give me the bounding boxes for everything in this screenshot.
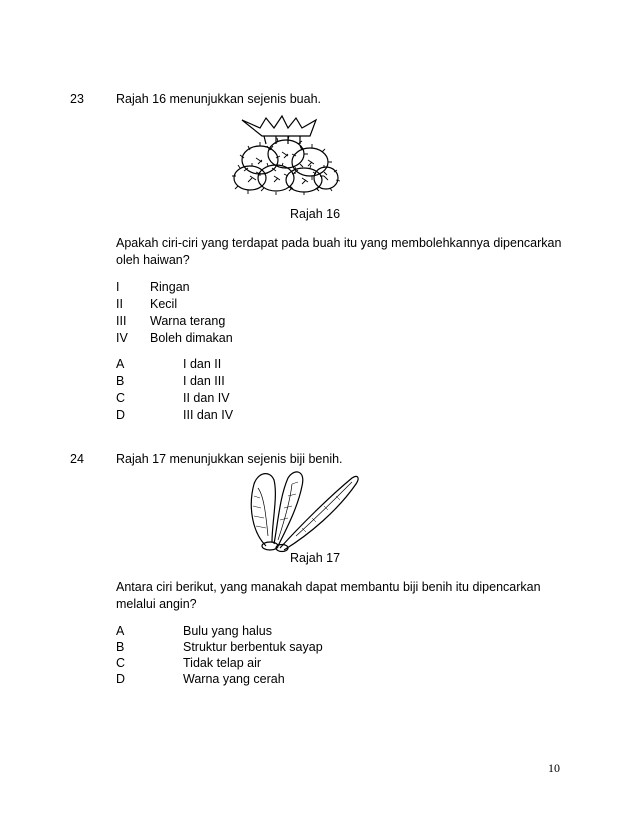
option-text: II dan IV	[183, 391, 230, 405]
roman-numeral: I	[116, 280, 120, 294]
roman-item-text: Warna terang	[150, 314, 226, 328]
question-24-text-line-2: melalui angin?	[116, 597, 197, 611]
roman-item-text: Ringan	[150, 280, 190, 294]
roman-numeral: III	[116, 314, 127, 328]
winged-seed-illustration	[240, 466, 362, 554]
question-23-number: 23	[70, 92, 84, 106]
option-letter: C	[116, 656, 126, 670]
option-letter: A	[116, 357, 125, 371]
option-text: Tidak telap air	[183, 656, 262, 670]
question-23-text-line-1: Apakah ciri-ciri yang terdapat pada buah itu yang membolehkannya dipencarkan	[116, 236, 562, 250]
question-24-stem: Rajah 17 menunjukkan sejenis biji benih.	[116, 452, 343, 466]
question-24-text-line-1: Antara ciri berikut, yang manakah dapat membantu biji benih itu dipencarkan	[116, 580, 541, 594]
roman-numeral: IV	[116, 331, 128, 345]
option-text: Struktur berbentuk sayap	[183, 640, 323, 654]
roman-item-text: Boleh dimakan	[150, 331, 233, 345]
option-letter: D	[116, 408, 126, 422]
question-24-number: 24	[70, 452, 84, 466]
option-text: Warna yang cerah	[183, 672, 285, 686]
page-number: 10	[548, 761, 560, 775]
option-text: Bulu yang halus	[183, 624, 272, 638]
question-23-text-line-2: oleh haiwan?	[116, 253, 190, 267]
option-text: I dan III	[183, 374, 225, 388]
option-letter: D	[116, 672, 126, 686]
option-letter: C	[116, 391, 126, 405]
figure-16-caption: Rajah 16	[290, 207, 341, 221]
figure-17-caption: Rajah 17	[290, 551, 341, 565]
roman-numeral: II	[116, 297, 123, 311]
question-23-stem: Rajah 16 menunjukkan sejenis buah.	[116, 92, 321, 106]
option-letter: B	[116, 374, 125, 388]
option-text: III dan IV	[183, 408, 234, 422]
option-letter: A	[116, 624, 125, 638]
roman-item-text: Kecil	[150, 297, 178, 311]
option-text: I dan II	[183, 357, 222, 371]
option-letter: B	[116, 640, 125, 654]
rambutan-fruit-illustration	[230, 114, 342, 196]
